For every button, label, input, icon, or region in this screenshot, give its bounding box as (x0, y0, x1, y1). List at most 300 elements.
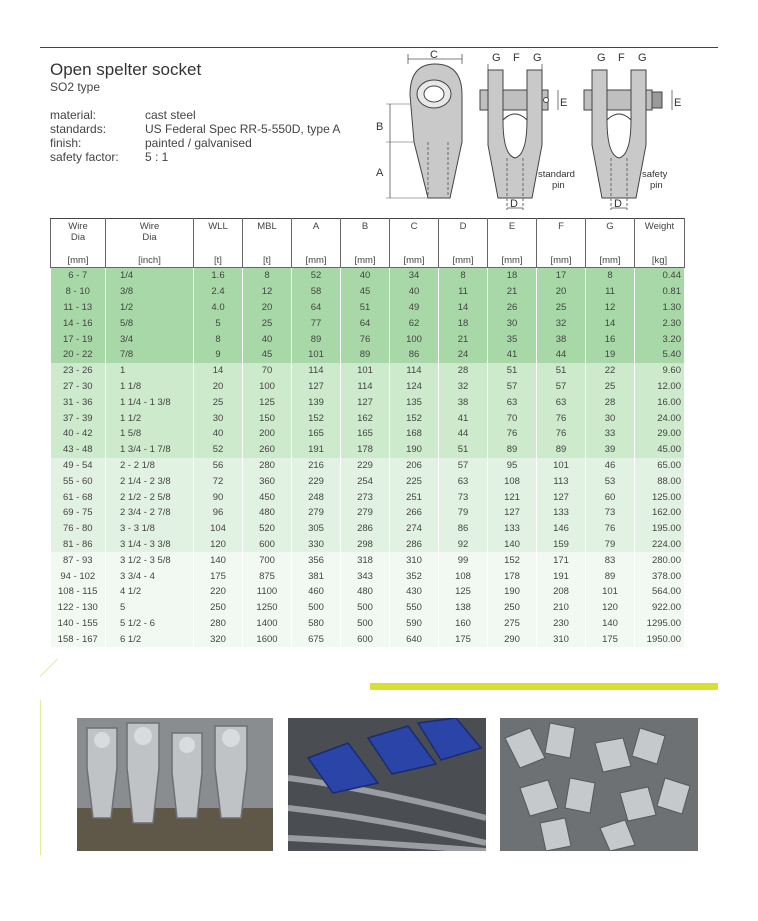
table-cell: 152 (390, 410, 439, 426)
table-cell: 250 (194, 600, 243, 616)
table-cell: 101 (537, 458, 586, 474)
table-cell: 37 - 39 (51, 410, 106, 426)
column-header-line1: C (410, 221, 418, 232)
table-cell: 0.81 (635, 284, 685, 300)
table-cell: 1.30 (635, 300, 685, 316)
table-cell: 175 (586, 631, 635, 647)
unit-cell: [mm] (341, 253, 390, 268)
table-row (51, 268, 685, 284)
table-cell: 11 (586, 284, 635, 300)
table-cell: 12 (586, 300, 635, 316)
table-cell: 2.4 (194, 284, 243, 300)
table-cell: 600 (341, 631, 390, 647)
table-cell: 4.0 (194, 300, 243, 316)
table-cell: 356 (292, 552, 341, 568)
standard-pin-label-2: pin (552, 180, 565, 191)
table-row (51, 552, 685, 568)
table-cell: 28 (586, 394, 635, 410)
table-cell: 14 - 16 (51, 315, 106, 331)
table-cell: 159 (537, 537, 586, 553)
table-cell: 700 (243, 552, 292, 568)
table-cell: 45 (341, 284, 390, 300)
table-cell: 138 (439, 600, 488, 616)
dim-label-e: E (560, 97, 568, 109)
table-cell: 1250 (243, 600, 292, 616)
table-cell: 8 - 10 (51, 284, 106, 300)
table-cell: 89 (292, 331, 341, 347)
table-row (51, 616, 685, 632)
table-cell: 11 - 13 (51, 300, 106, 316)
table-cell: 100 (390, 331, 439, 347)
table-cell: 51 (488, 363, 537, 379)
table-cell: 500 (341, 616, 390, 632)
table-cell: 229 (292, 473, 341, 489)
unit-cell: [mm] (51, 253, 106, 268)
spec-label: material: (50, 108, 97, 122)
table-cell: 89 (341, 347, 390, 363)
table-cell: 160 (439, 616, 488, 632)
table-row (51, 315, 685, 331)
table-cell: 280 (243, 458, 292, 474)
table-cell: 25 (537, 300, 586, 316)
column-header-line1: D (459, 221, 467, 232)
unit-cell: [t] (243, 253, 292, 268)
table-cell: 94 - 102 (51, 568, 106, 584)
table-cell: 8 (243, 268, 292, 284)
table-cell: 30 (586, 410, 635, 426)
table-cell: 590 (390, 616, 439, 632)
table-cell: 500 (341, 600, 390, 616)
column-header (586, 219, 635, 254)
table-cell: 1 (106, 363, 194, 379)
spec-value: 5 : 1 (145, 150, 169, 164)
table-cell: 195.00 (635, 521, 685, 537)
table-units-row (51, 253, 685, 268)
table-cell: 3 1/2 - 3 5/8 (106, 552, 194, 568)
table-cell: 58 (292, 284, 341, 300)
table-cell: 86 (439, 521, 488, 537)
table-row (51, 473, 685, 489)
table-cell: 20 (537, 284, 586, 300)
column-header-line1: G (606, 221, 614, 232)
column-header-line1: Weight (644, 221, 675, 232)
table-cell: 24 (439, 347, 488, 363)
table-cell: 600 (243, 537, 292, 553)
dim-label-e2: E (674, 97, 682, 109)
dim-label-g-right: G (533, 52, 542, 64)
table-cell: 89 (537, 442, 586, 458)
table-cell: 41 (488, 347, 537, 363)
table-cell: 17 (537, 268, 586, 284)
spec-label: standards: (50, 122, 107, 136)
table-cell: 139 (292, 394, 341, 410)
table-cell: 2 3/4 - 2 7/8 (106, 505, 194, 521)
column-header (635, 219, 685, 254)
table-cell: 8 (194, 331, 243, 347)
column-header (292, 219, 341, 254)
unit-cell: [t] (194, 253, 243, 268)
table-cell: 158 - 167 (51, 631, 106, 647)
table-cell: 0.44 (635, 268, 685, 284)
table-cell: 254 (341, 473, 390, 489)
spec-row-finish (50, 136, 340, 150)
table-cell: 30 (488, 315, 537, 331)
table-cell: 220 (194, 584, 243, 600)
table-row (51, 284, 685, 300)
table-row (51, 489, 685, 505)
table-cell: 35 (488, 331, 537, 347)
dim-label-g2: G (597, 52, 606, 64)
table-cell: 20 (243, 300, 292, 316)
table-cell: 274 (390, 521, 439, 537)
table-cell: 171 (537, 552, 586, 568)
table-row (51, 521, 685, 537)
table-cell: 8 (586, 268, 635, 284)
table-cell: 113 (537, 473, 586, 489)
table-row (51, 300, 685, 316)
table-cell: 52 (292, 268, 341, 284)
table-cell: 25 (243, 315, 292, 331)
table-cell: 168 (390, 426, 439, 442)
table-cell: 100 (243, 379, 292, 395)
dim-label-a: A (376, 167, 384, 179)
table-cell: 1 3/4 - 1 7/8 (106, 442, 194, 458)
table-cell: 162 (341, 410, 390, 426)
table-cell: 5.40 (635, 347, 685, 363)
table-cell: 124 (390, 379, 439, 395)
table-cell: 133 (488, 521, 537, 537)
table-cell: 225 (390, 473, 439, 489)
table-cell: 135 (390, 394, 439, 410)
table-cell: 460 (292, 584, 341, 600)
table-cell: 162.00 (635, 505, 685, 521)
table-cell: 5/8 (106, 315, 194, 331)
table-cell: 550 (390, 600, 439, 616)
table-cell: 76 (341, 331, 390, 347)
table-cell: 104 (194, 521, 243, 537)
table-cell: 875 (243, 568, 292, 584)
table-cell: 224.00 (635, 537, 685, 553)
table-cell: 34 (390, 268, 439, 284)
table-cell: 9 (194, 347, 243, 363)
table-cell: 1 1/8 (106, 379, 194, 395)
table-cell: 76 (537, 410, 586, 426)
table-cell: 32 (537, 315, 586, 331)
spec-label: safety factor: (50, 150, 119, 164)
table-cell: 16 (586, 331, 635, 347)
table-cell: 298 (341, 537, 390, 553)
table-cell: 17 - 19 (51, 331, 106, 347)
table-cell: 70 (488, 410, 537, 426)
table-cell: 320 (194, 631, 243, 647)
table-cell: 20 (194, 379, 243, 395)
table-cell: 318 (341, 552, 390, 568)
table-cell: 96 (194, 505, 243, 521)
table-cell: 53 (586, 473, 635, 489)
table-cell: 87 - 93 (51, 552, 106, 568)
table-row (51, 442, 685, 458)
table-cell: 73 (439, 489, 488, 505)
table-cell: 114 (390, 363, 439, 379)
table-cell: 146 (537, 521, 586, 537)
table-cell: 41 (439, 410, 488, 426)
table-cell: 175 (439, 631, 488, 647)
table-cell: 275 (488, 616, 537, 632)
table-cell: 127 (341, 394, 390, 410)
table-cell: 2 1/2 - 2 5/8 (106, 489, 194, 505)
table-cell: 24.00 (635, 410, 685, 426)
safety-pin-drawing (584, 52, 681, 210)
table-cell: 127 (292, 379, 341, 395)
spec-label: finish: (50, 136, 82, 150)
table-cell: 352 (390, 568, 439, 584)
table-cell: 28 (439, 363, 488, 379)
column-header (194, 219, 243, 254)
table-cell: 1 1/4 - 1 3/8 (106, 394, 194, 410)
table-cell: 4 1/2 (106, 584, 194, 600)
column-header (439, 219, 488, 254)
table-cell: 21 (439, 331, 488, 347)
table-row (51, 631, 685, 647)
table-cell: 69 - 75 (51, 505, 106, 521)
table-cell: 38 (439, 394, 488, 410)
table-cell: 57 (537, 379, 586, 395)
table-row (51, 600, 685, 616)
table-cell: 26 (488, 300, 537, 316)
table-cell: 27 - 30 (51, 379, 106, 395)
column-header (488, 219, 537, 254)
table-cell: 64 (292, 300, 341, 316)
table-cell: 18 (439, 315, 488, 331)
safety-pin-label-2: pin (650, 180, 663, 191)
table-cell: 25 (194, 394, 243, 410)
table-cell: 3 - 3 1/8 (106, 521, 194, 537)
table-cell: 430 (390, 584, 439, 600)
table-cell: 190 (488, 584, 537, 600)
table-cell: 310 (537, 631, 586, 647)
table-cell: 51 (341, 300, 390, 316)
table-cell: 46 (586, 458, 635, 474)
table-cell: 165 (341, 426, 390, 442)
standard-pin-label-1: standard (538, 169, 575, 180)
table-cell: 178 (488, 568, 537, 584)
table-cell: 120 (194, 537, 243, 553)
dim-label-g: G (492, 52, 501, 64)
table-cell: 79 (586, 537, 635, 553)
table-cell: 57 (488, 379, 537, 395)
column-header (106, 219, 194, 254)
table-cell: 1 1/2 (106, 410, 194, 426)
table-cell: 6 1/2 (106, 631, 194, 647)
table-cell: 480 (341, 584, 390, 600)
table-cell: 32 (439, 379, 488, 395)
table-cell: 29.00 (635, 426, 685, 442)
table-cell: 83 (586, 552, 635, 568)
table-cell: 40 (341, 268, 390, 284)
table-row (51, 347, 685, 363)
spec-table (50, 218, 685, 647)
unit-cell: [kg] (635, 253, 685, 268)
table-cell: 73 (586, 505, 635, 521)
table-cell: 79 (439, 505, 488, 521)
table-cell: 89 (488, 442, 537, 458)
dim-label-c: C (430, 50, 438, 61)
table-cell: 286 (390, 537, 439, 553)
column-header-line1: E (508, 221, 516, 232)
table-cell: 152 (292, 410, 341, 426)
table-header-row (51, 219, 685, 254)
table-cell: 52 (194, 442, 243, 458)
table-cell: 57 (439, 458, 488, 474)
dim-label-b: B (376, 121, 384, 133)
table-cell: 1295.00 (635, 616, 685, 632)
table-cell: 480 (243, 505, 292, 521)
table-cell: 2.30 (635, 315, 685, 331)
table-cell: 30 (194, 410, 243, 426)
table-cell: 210 (537, 600, 586, 616)
table-cell: 5 (194, 315, 243, 331)
standard-pin-drawing (480, 52, 575, 210)
table-cell: 88.00 (635, 473, 685, 489)
table-cell: 1/4 (106, 268, 194, 284)
spec-value: painted / galvanised (145, 136, 252, 150)
table-cell: 20 - 22 (51, 347, 106, 363)
table-cell: 49 - 54 (51, 458, 106, 474)
table-cell: 31 - 36 (51, 394, 106, 410)
table-cell: 279 (341, 505, 390, 521)
table-cell: 45 (243, 347, 292, 363)
table-cell: 175 (194, 568, 243, 584)
table-cell: 127 (537, 489, 586, 505)
table-cell: 286 (341, 521, 390, 537)
table-cell: 178 (341, 442, 390, 458)
table-cell: 45.00 (635, 442, 685, 458)
table-cell: 125 (243, 394, 292, 410)
table-cell: 16.00 (635, 394, 685, 410)
table-cell: 150 (243, 410, 292, 426)
dim-label-d: D (510, 198, 518, 210)
table-cell: 55 - 60 (51, 473, 106, 489)
table-cell: 1 5/8 (106, 426, 194, 442)
spec-list (50, 108, 340, 164)
table-cell: 60 (586, 489, 635, 505)
table-cell: 343 (341, 568, 390, 584)
table-cell: 63 (537, 394, 586, 410)
table-cell: 49 (390, 300, 439, 316)
unit-cell: [mm] (537, 253, 586, 268)
column-header-line1: Wire (68, 221, 88, 232)
table-cell: 1950.00 (635, 631, 685, 647)
table-cell: 65.00 (635, 458, 685, 474)
table-cell: 121 (488, 489, 537, 505)
table-cell: 76 (537, 426, 586, 442)
table-cell: 108 - 115 (51, 584, 106, 600)
table-cell: 1600 (243, 631, 292, 647)
unit-cell: [mm] (292, 253, 341, 268)
table-cell: 33 (586, 426, 635, 442)
table-cell: 230 (537, 616, 586, 632)
table-cell: 51 (439, 442, 488, 458)
table-cell: 279 (292, 505, 341, 521)
table-cell: 63 (439, 473, 488, 489)
table-row (51, 331, 685, 347)
unit-cell: [mm] (390, 253, 439, 268)
table-cell: 266 (390, 505, 439, 521)
table-cell: 72 (194, 473, 243, 489)
table-cell: 114 (341, 379, 390, 395)
table-cell: 140 (586, 616, 635, 632)
table-cell: 140 - 155 (51, 616, 106, 632)
table-cell: 208 (537, 584, 586, 600)
table-cell: 127 (488, 505, 537, 521)
column-header-line1: WLL (208, 221, 228, 232)
table-cell: 3/4 (106, 331, 194, 347)
table-cell: 70 (243, 363, 292, 379)
table-cell: 108 (439, 568, 488, 584)
table-body (51, 268, 685, 648)
table-cell: 251 (390, 489, 439, 505)
column-header (390, 219, 439, 254)
table-cell: 76 (488, 426, 537, 442)
table-cell: 90 (194, 489, 243, 505)
table-cell: 5 (106, 600, 194, 616)
table-cell: 360 (243, 473, 292, 489)
unit-cell: [inch] (106, 253, 194, 268)
table-cell: 101 (341, 363, 390, 379)
table-cell: 2 1/4 - 2 3/8 (106, 473, 194, 489)
table-cell: 7/8 (106, 347, 194, 363)
table-cell: 43 - 48 (51, 442, 106, 458)
table-cell: 500 (292, 600, 341, 616)
table-row (51, 568, 685, 584)
table-cell: 64 (341, 315, 390, 331)
table-cell: 191 (292, 442, 341, 458)
table-row (51, 458, 685, 474)
table-cell: 99 (439, 552, 488, 568)
table-cell: 19 (586, 347, 635, 363)
table-row (51, 379, 685, 395)
table-cell: 140 (194, 552, 243, 568)
table-cell: 81 - 86 (51, 537, 106, 553)
table-cell: 273 (341, 489, 390, 505)
socket-photo-galvanised (77, 718, 273, 851)
unit-cell: [mm] (586, 253, 635, 268)
table-cell: 675 (292, 631, 341, 647)
table-cell: 40 (194, 426, 243, 442)
table-cell: 40 - 42 (51, 426, 106, 442)
table-cell: 5 1/2 - 6 (106, 616, 194, 632)
table-row (51, 394, 685, 410)
table-cell: 101 (292, 347, 341, 363)
accent-bar (370, 683, 718, 690)
table-cell: 165 (292, 426, 341, 442)
table-row (51, 537, 685, 553)
table-cell: 190 (390, 442, 439, 458)
table-cell: 310 (390, 552, 439, 568)
dim-label-f: F (513, 52, 520, 64)
table-cell: 381 (292, 568, 341, 584)
table-cell: 191 (537, 568, 586, 584)
table-cell: 580 (292, 616, 341, 632)
table-cell: 133 (537, 505, 586, 521)
spec-value: US Federal Spec RR-5-550D, type A (145, 122, 341, 136)
table-cell: 77 (292, 315, 341, 331)
table-cell: 125 (439, 584, 488, 600)
top-rule (40, 47, 718, 48)
table-cell: 12.00 (635, 379, 685, 395)
page-title: Open spelter socket (50, 60, 202, 79)
table-cell: 14 (194, 363, 243, 379)
